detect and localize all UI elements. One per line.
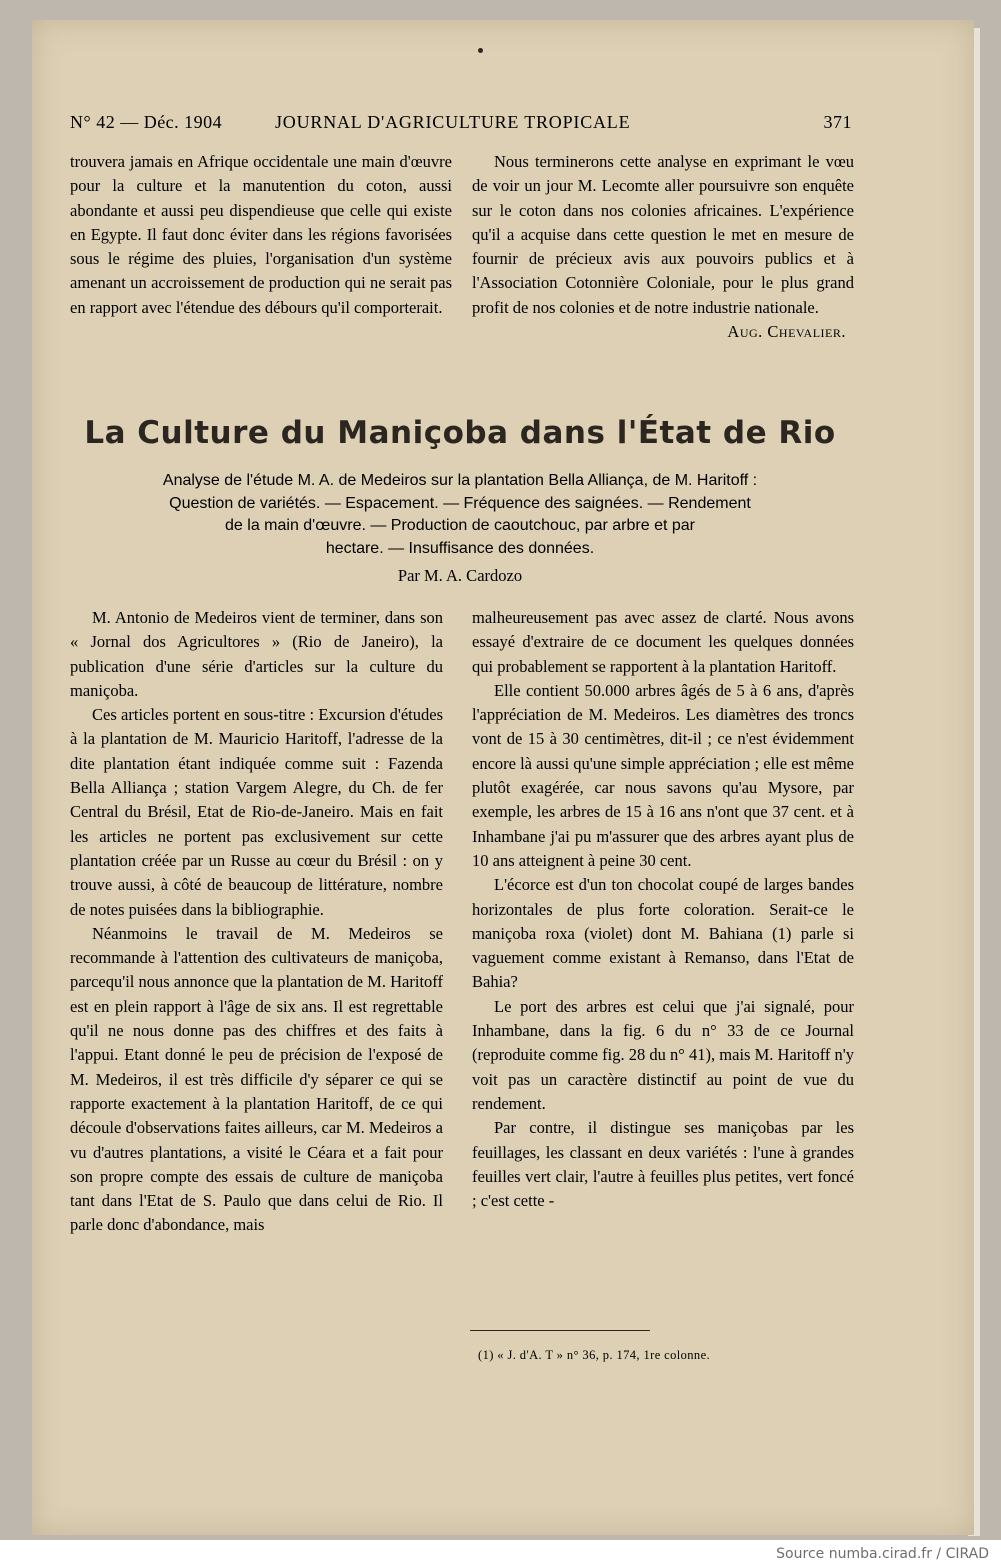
article-paragraph: Elle contient 50.000 arbres âgés de 5 à 6 ans, d'après l'appréciation de M. Medeiros. Les diamètres des troncs vont de 15 à 30 centimètres, dit-il ; ce n'est évidemment encore là aussi qu'une simple appréciation ; elle est même plutôt exagérée, car nous savons qu'au Mysore, par exemple, les arbres de 15 à 16 ans n'ont que 37 cent. et à Inhambane j'ai pu m'assurer que des arbres ayant plus de 10 ans atteignent à peine 30 cent. bbox=[472, 680, 854, 870]
source-credit: Source numba.cirad.fr / CIRAD bbox=[776, 1546, 989, 1562]
issue-number: N° 42 — Déc. 1904 bbox=[70, 112, 223, 132]
previous-article-left-column bbox=[70, 150, 452, 320]
article-paragraph: malheureusement pas avec assez de clarté. Nous avons essayé d'extraire de ce document les quelques données qui probablement se rapportent à la plantation Haritoff. bbox=[472, 608, 854, 676]
article-subtitle bbox=[60, 470, 860, 560]
article-right-column bbox=[472, 606, 854, 1213]
article-paragraph: Par contre, il distingue ses maniçobas par les feuillages, les classant en deux variétés : l'une à grandes feuilles vert clair, l'autre à feuilles plus petites, vert foncé ; c'est cette - bbox=[472, 1118, 854, 1211]
journal-title: JOURNAL D'AGRICULTURE TROPICALE bbox=[275, 112, 631, 132]
running-header bbox=[70, 112, 852, 136]
subtitle-line: hectare. — Insuffisance des données. bbox=[325, 539, 595, 557]
previous-article-paragraph: trouvera jamais en Afrique occidentale une main d'œuvre pour la culture et la manutention du coton, aussi abondante et aussi peu dispendieuse que celle qui existe en Egypte. Il faut donc éviter dans les régions favorisées sous le régime des pluies, l'organisation d'un système amenant un accroissement de production qui ne serait pas en rapport avec l'étendue des débours qu'il comporterait. bbox=[70, 152, 452, 317]
page-number: 371 bbox=[823, 112, 852, 132]
article-title: La Culture du Maniçoba dans l'État de Rio bbox=[84, 415, 836, 451]
previous-article-right-column bbox=[472, 150, 854, 344]
subtitle-line: Analyse de l'étude M. A. de Medeiros sur la plantation Bella Alliança, de M. Haritoff : bbox=[162, 472, 758, 489]
article-byline: Par M. A. Cardozo bbox=[397, 566, 523, 585]
ink-speck bbox=[478, 48, 483, 53]
footnote-divider bbox=[470, 1330, 650, 1331]
article-paragraph: Le port des arbres est celui que j'ai signalé, pour Inhambane, dans la fig. 6 du n° 33 de ce Journal (reproduite comme fig. 28 du n° 41), mais M. Haritoff n'y voit pas un caractère distinctif au point de vue du rendement. bbox=[472, 996, 854, 1113]
article-paragraph: M. Antonio de Medeiros vient de terminer, dans son « Jornal dos Agricultores » (Rio de Janeiro), la publication d'une série d'articles sur la culture du maniçoba. bbox=[70, 608, 443, 700]
previous-article-paragraph: Nous terminerons cette analyse en exprimant le vœu de voir un jour M. Lecomte aller poursuivre son enquête sur le coton dans nos colonies africaines. L'expérience qu'il a acquise dans cette question le met en mesure de fournir de précieux avis aux pouvoirs publics et à l'Association Cotonnière Coloniale, pour le plus grand profit de nos colonies et de notre industrie nationale. bbox=[472, 152, 854, 317]
footnote: (1) « J. d'A. T » n° 36, p. 174, 1re colonne. bbox=[478, 1348, 711, 1362]
article-paragraph: Ces articles portent en sous-titre : Excursion d'études à la plantation de M. Mauricio Haritoff, l'adresse de la dite plantation étant indiquée comme suit : Fazenda Bella Alliança ; station Vargem Alegre, du Ch. de fer Central du Brésil, Etat de Rio-de-Janeiro. Mais en fait les articles ne portent pas exclusivement sur cette plantation créée par un Russe au cœur du Brésil : on y trouve aussi, à côté de beaucoup de littérature, nombre de notes puisées dans la bibliographie. bbox=[70, 705, 443, 919]
article-paragraph: L'écorce est d'un ton chocolat coupé de larges bandes horizontales de plus forte coloration. Serait-ce le maniçoba roxa (violet) dont M. Bahiana (1) parle si vaguement comme existant à Remanso, dans l'Etat de Bahia? bbox=[472, 875, 854, 992]
subtitle-line: de la main d'œuvre. — Production de caoutchouc, par arbre et par bbox=[225, 517, 695, 534]
subtitle-line: Question de variétés. — Espacement. — Fréquence des saignées. — Rendement bbox=[169, 494, 751, 512]
author-signature: Aug. Chevalier. bbox=[727, 322, 846, 342]
article-paragraph: Néanmoins le travail de M. Medeiros se recommande à l'attention des cultivateurs de maniçoba, parcequ'il nous annonce que la plantation de M. Haritoff est en plein rapport à l'âge de six ans. Il est regrettable qu'il ne nous donne pas des chiffres et des faits à l'appui. Etant donné le peu de précision de l'exposé de M. Medeiros, il est très difficile d'y séparer ce qui se rapporte exactement à la plantation Haritoff, de ce qui découle d'observations faites ailleurs, car M. Medeiros a vu d'autres plantations, a visité le Céara et a fait pour son propre compte des essais de culture de maniçoba tant dans l'Etat de S. Paulo que dans celui de Rio. Il parle donc d'abondance, mais bbox=[70, 923, 443, 1235]
article-left-column bbox=[70, 606, 443, 1238]
